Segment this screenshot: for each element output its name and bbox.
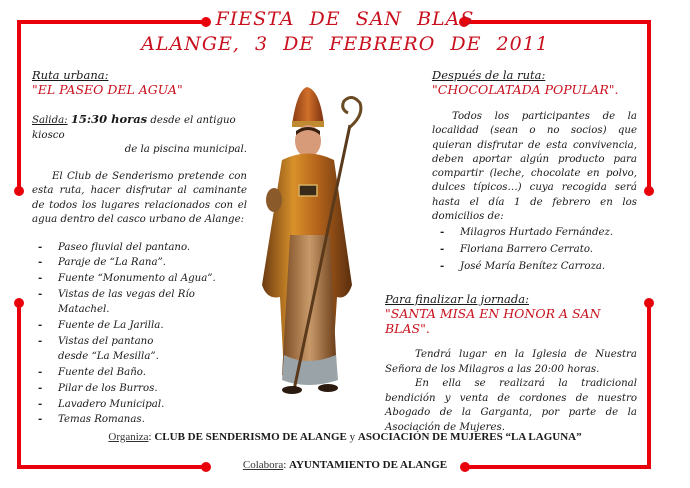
list-item: - Fuente “Monumento al Agua”. xyxy=(32,271,247,287)
description-paragraph: Tendrá lugar en la Iglesia de Nuestra Señora de los Milagros a las 20:00 horas. xyxy=(385,349,637,375)
list-item: - Vistas del pantano desde “La Mesilla”. xyxy=(32,334,247,365)
list-item: - Milagros Hurtado Fernández. xyxy=(434,224,637,241)
list-item: - Fuente de La Jarilla. xyxy=(32,318,247,334)
list-item: - Lavadero Municipal. xyxy=(32,397,247,413)
places-list xyxy=(32,240,247,428)
section-label: Después de la ruta: xyxy=(432,68,546,82)
departure-info: Salida: 15:30 horas desde el antiguo kiosco xyxy=(32,112,236,141)
right-top-column xyxy=(432,68,637,275)
list-item: - Floriana Barrero Cerrato. xyxy=(434,241,637,258)
page-subtitle: ALANGE, 3 DE FEBRERO DE 2011 xyxy=(141,33,549,55)
organizers-line: Organiza: CLUB DE SENDERISMO DE ALANGE y ASOCIACIÓN DE MUJERES “LA LAGUNA” xyxy=(108,431,582,443)
page-title: FIESTA DE SAN BLAS xyxy=(215,8,475,30)
list-item: - José María Benítez Carroza. xyxy=(434,258,637,275)
description-paragraph: Todos los participantes de la localidad (sean o no socios) que quieran disfrutar de esta convivencia, deben aportar algún producto para compartir (leche, chocolate en polvo, dulces típicos…) cuya recogida será hasta el día 1 de febrero en los domicilios de: xyxy=(432,111,637,223)
right-bottom-column xyxy=(385,292,637,435)
list-item: - Paseo fluvial del pantano. xyxy=(32,240,247,256)
san-blas-statue-image xyxy=(252,85,372,405)
frame-dot xyxy=(644,186,654,196)
collaborators-line: Colabora: AYUNTAMIENTO DE ALANGE xyxy=(242,459,448,471)
description-paragraph: En ella se realizará la tradicional bendición y venta de cordones de nuestro Abogado de la Garganta, por parte de la Asociación de Mujeres. xyxy=(385,378,637,433)
departure-time: 15:30 horas xyxy=(70,112,148,126)
frame-left-lower xyxy=(17,302,21,469)
list-item: - Pilar de los Burros. xyxy=(32,381,247,397)
frame-right-lower xyxy=(647,302,651,469)
section-label: Para finalizar la jornada: xyxy=(385,292,529,306)
list-item: - Fuente del Baño. xyxy=(32,365,247,381)
frame-dot xyxy=(14,186,24,196)
list-item: - Paraje de “La Rana”. xyxy=(32,255,247,271)
section-title: "CHOCOLATADA POPULAR". xyxy=(432,82,619,97)
description-paragraph: El Club de Senderismo pretende con esta ruta, hacer disfrutar al caminante de todos los lugares relacionados con el agua dentro del casco urbano de Alange: xyxy=(32,170,247,225)
list-item: - Vistas de las vegas del Río Matachel. xyxy=(32,287,247,318)
addresses-list xyxy=(434,224,637,275)
section-title: "EL PASEO DEL AGUA" xyxy=(32,82,183,97)
section-label: Ruta urbana: xyxy=(32,68,109,82)
list-item: - Temas Romanas. xyxy=(32,412,247,428)
section-title: "SANTA MISA EN HONOR A SAN BLAS". xyxy=(385,306,601,336)
left-column: Ruta urbana: "EL PASEO DEL AGUA" Salida: 15:30 horas desde el antiguo kiosco de la piscina municipal. El Club de Senderismo pretende con esta ruta, hacer disfrutar al caminante de todos los lugares relacionados con el agua dentro del casco urbano de Alange: - Paseo fluvial del pantano. - Paraje de “La Rana”. - Fuente “Monumento al Agua”. - Vistas de las vegas del Río Matachel. - Fuente de La Jarilla. - Vistas del pantano desde “La Mesilla”. - Fuente del Baño. - Pilar de los Burros. - Lavadero Municipal. - Temas Romanas. xyxy=(32,68,247,428)
